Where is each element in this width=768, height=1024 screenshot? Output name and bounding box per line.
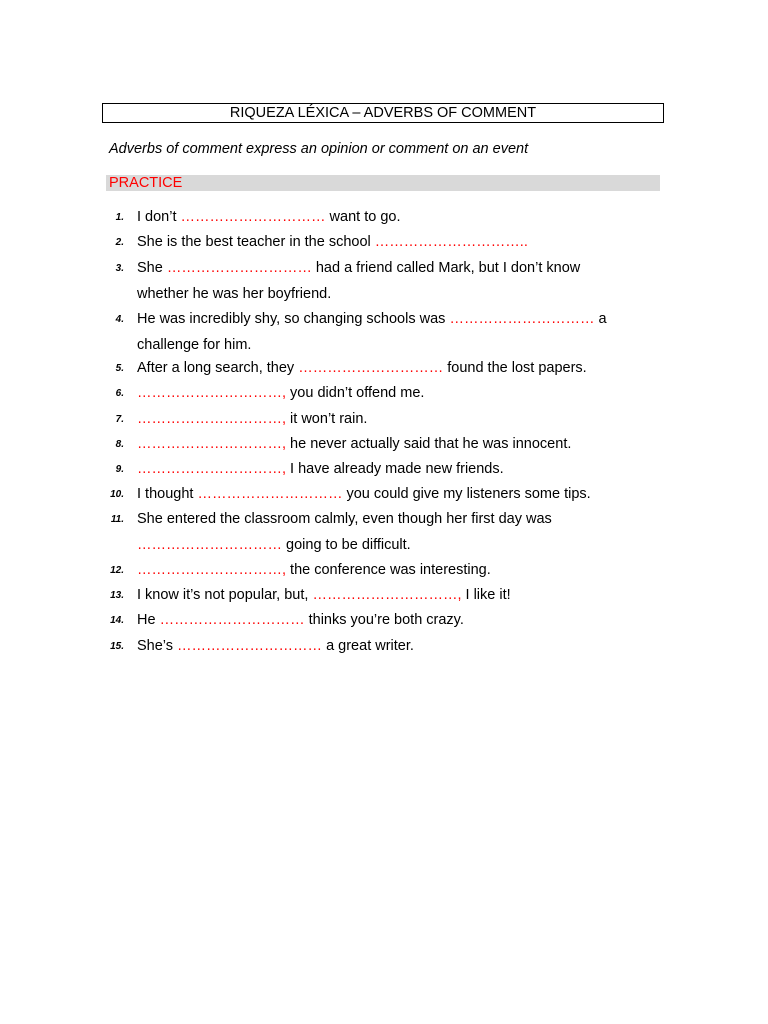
- sentence-text: a: [594, 311, 607, 327]
- answer-blank[interactable]: …………………………,: [137, 411, 287, 427]
- sentence-line: [137, 205, 660, 231]
- item-number: 9.: [115, 464, 124, 475]
- sentence-text: She: [137, 260, 167, 276]
- item-number: 5.: [115, 363, 124, 374]
- item-number: 7.: [115, 414, 124, 425]
- item-number: 4.: [115, 314, 124, 325]
- item-number: 10.: [110, 489, 124, 500]
- item-sentence: [137, 634, 660, 660]
- worksheet-subtitle: Adverbs of comment express an opinion or comment on an event: [109, 141, 529, 157]
- sentence-line: [137, 432, 660, 458]
- item-sentence: [137, 482, 660, 508]
- sentence-line: [137, 282, 660, 308]
- item-number: 11.: [110, 514, 124, 525]
- sentence-text: I have already made new friends.: [286, 461, 504, 477]
- item-sentence: [137, 432, 660, 458]
- item-number: 13.: [110, 590, 124, 601]
- item-number: 1.: [115, 212, 124, 223]
- practice-heading: PRACTICE: [106, 175, 660, 191]
- item-number: 6.: [115, 388, 124, 399]
- item-sentence: [137, 608, 660, 634]
- sentence-text: want to go.: [325, 209, 401, 225]
- answer-blank[interactable]: …………………………: [298, 360, 444, 376]
- item-sentence: [137, 230, 660, 256]
- sentence-line: [137, 634, 660, 660]
- sentence-text: the conference was interesting.: [286, 562, 491, 578]
- sentence-text: challenge for him.: [137, 336, 252, 353]
- sentence-line: [137, 507, 660, 533]
- sentence-text: He was incredibly shy, so changing schools was: [137, 311, 450, 327]
- sentence-line: [137, 608, 660, 634]
- answer-blank[interactable]: …………………………: [137, 536, 282, 553]
- sentence-text: After a long search, they: [137, 360, 299, 376]
- answer-blank[interactable]: …………………………,: [312, 587, 462, 603]
- item-sentence: [137, 307, 660, 358]
- sentence-text: I thought: [137, 486, 198, 502]
- item-number: 3.: [115, 263, 124, 274]
- sentence-text: he never actually said that he was innocent.: [286, 436, 572, 452]
- sentence-line: [137, 482, 660, 508]
- item-sentence: [137, 457, 660, 483]
- sentence-line: [137, 333, 660, 359]
- sentence-text: I don’t: [137, 209, 181, 225]
- answer-blank[interactable]: …………………………: [159, 612, 305, 628]
- item-sentence: [137, 205, 660, 231]
- sentence-text: thinks you’re both crazy.: [304, 612, 464, 628]
- item-number: 14.: [110, 615, 124, 626]
- sentence-text: you didn’t offend me.: [286, 385, 425, 401]
- item-sentence: [137, 256, 660, 307]
- sentence-text: She entered the classroom calmly, even though her first day was: [137, 511, 552, 527]
- worksheet-title: RIQUEZA LÉXICA – ADVERBS OF COMMENT: [102, 103, 664, 123]
- answer-blank[interactable]: …………………………: [177, 638, 323, 654]
- sentence-line: [137, 381, 660, 407]
- item-sentence: [137, 407, 660, 433]
- item-number: 8.: [115, 439, 124, 450]
- item-sentence: [137, 583, 660, 609]
- item-sentence: [137, 507, 660, 558]
- sentence-text: it won’t rain.: [286, 411, 368, 427]
- sentence-text: a great writer.: [322, 638, 414, 654]
- answer-blank[interactable]: …………………………: [449, 311, 595, 327]
- sentence-text: I like it!: [461, 587, 511, 603]
- answer-blank[interactable]: …………………………: [180, 209, 326, 225]
- item-sentence: [137, 381, 660, 407]
- sentence-text: I know it’s not popular, but,: [137, 587, 313, 603]
- sentence-text: whether he was her boyfriend.: [137, 285, 332, 302]
- answer-blank[interactable]: …………………………,: [137, 562, 287, 578]
- sentence-text: found the lost papers.: [443, 360, 587, 376]
- sentence-line: [137, 230, 660, 256]
- item-number: 12.: [110, 565, 124, 576]
- item-number: 2.: [115, 237, 124, 248]
- answer-blank[interactable]: …………………………: [166, 260, 312, 276]
- answer-blank[interactable]: …………………………..: [374, 234, 528, 250]
- sentence-text: going to be difficult.: [282, 536, 411, 553]
- answer-blank[interactable]: …………………………,: [137, 385, 287, 401]
- answer-blank[interactable]: …………………………,: [137, 436, 287, 452]
- sentence-text: She is the best teacher in the school: [137, 234, 375, 250]
- item-sentence: [137, 356, 660, 382]
- sentence-line: [137, 356, 660, 382]
- sentence-line: [137, 457, 660, 483]
- answer-blank[interactable]: …………………………,: [137, 461, 287, 477]
- sentence-line: [137, 307, 660, 333]
- sentence-text: you could give my listeners some tips.: [342, 486, 591, 502]
- sentence-line: [137, 533, 660, 559]
- item-sentence: [137, 558, 660, 584]
- sentence-text: She’s: [137, 638, 178, 654]
- sentence-line: [137, 256, 660, 282]
- sentence-text: He: [137, 612, 160, 628]
- answer-blank[interactable]: …………………………: [197, 486, 343, 502]
- sentence-line: [137, 558, 660, 584]
- sentence-text: had a friend called Mark, but I don’t know: [311, 260, 581, 276]
- sentence-line: [137, 583, 660, 609]
- sentence-line: [137, 407, 660, 433]
- item-number: 15.: [110, 641, 124, 652]
